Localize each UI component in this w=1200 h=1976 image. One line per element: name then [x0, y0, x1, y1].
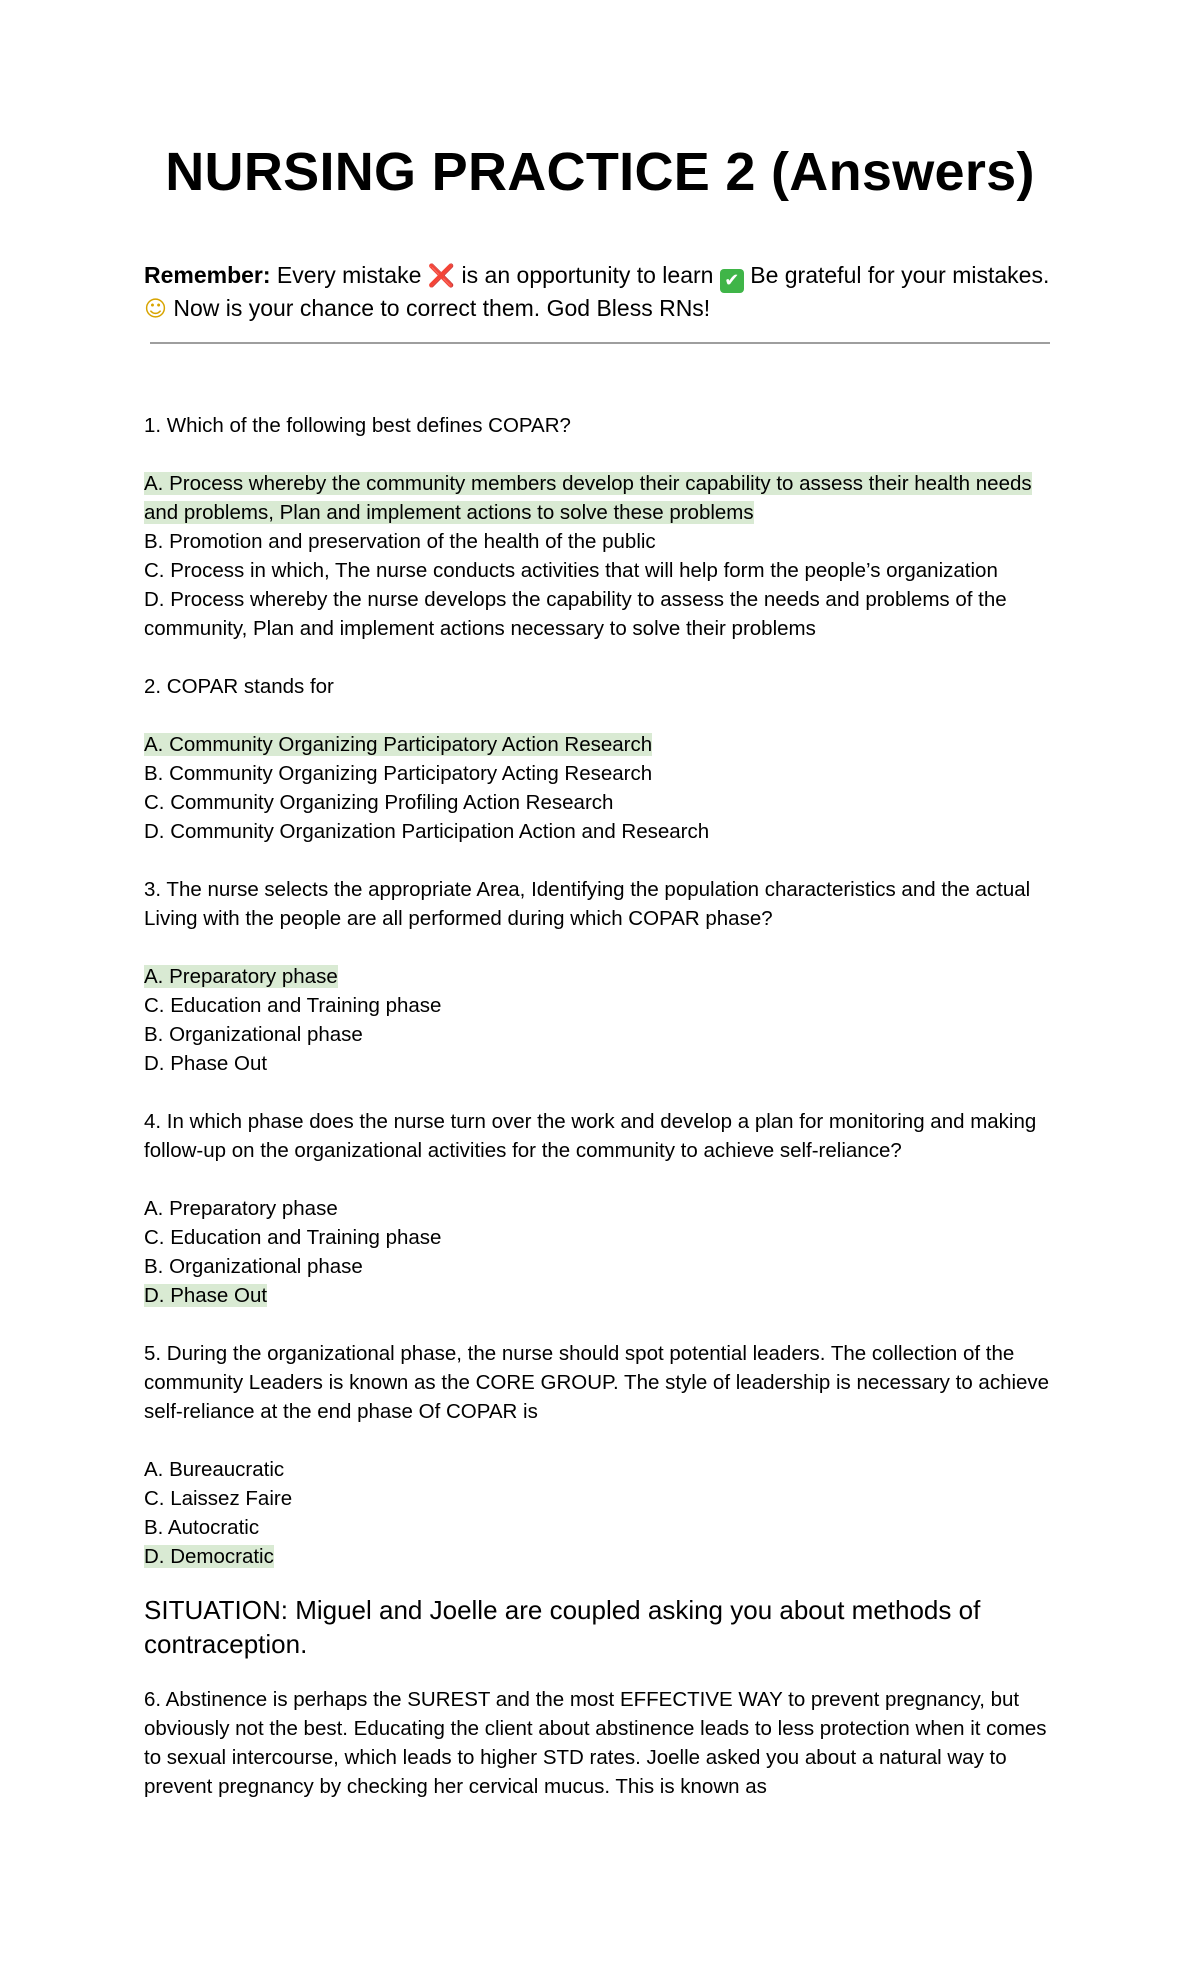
remember-text-2: is an opportunity to learn	[455, 262, 720, 288]
remember-text-4: Now is your chance to correct them. God Bless RNs!	[166, 295, 711, 321]
cross-mark-icon: ❌	[427, 264, 456, 289]
question-text: 3. The nurse selects the appropriate Area, Identifying the population characteristics and the actual Living with the people are all performed during which COPAR phase?	[144, 878, 1031, 930]
option-a	[144, 962, 1056, 991]
correct-answer-highlight: D. Democratic	[144, 1545, 274, 1568]
question-text: 4. In which phase does the nurse turn over the work and develop a plan for monitoring and making follow-up on the organizational activities for the community to achieve self-reliance?	[144, 1110, 1037, 1162]
option-c: C. Community Organizing Profiling Action Research	[144, 791, 614, 814]
answer-options	[144, 1194, 1056, 1310]
question-2	[144, 672, 1056, 846]
correct-answer-highlight: A. Preparatory phase	[144, 965, 338, 988]
answer-options	[144, 1455, 1056, 1571]
correct-answer-highlight: A. Process whereby the community members develop their capability to assess their health needs and problems, Plan and implement actions to solve these problems	[144, 472, 1032, 524]
remember-text-1: Every mistake	[270, 262, 428, 288]
option-d: D. Phase Out	[144, 1052, 268, 1075]
option-b: B. Organizational phase	[144, 1255, 363, 1278]
question-text: 5. During the organizational phase, the nurse should spot potential leaders. The collection of the community Leaders is known as the CORE GROUP. The style of leadership is necessary to achieve self-reliance at the end phase Of COPAR is	[144, 1342, 1050, 1423]
option-a	[144, 730, 1056, 759]
option-b: B. Promotion and preservation of the health of the public	[144, 530, 656, 553]
situation-heading: SITUATION: Miguel and Joelle are coupled asking you about methods of contraception.	[144, 1595, 981, 1659]
page-title: NURSING PRACTICE 2 (Answers)	[165, 142, 1035, 202]
option-d	[144, 1281, 1056, 1310]
option-b: B. Organizational phase	[144, 1023, 363, 1046]
option-b: B. Autocratic	[144, 1516, 260, 1539]
remember-label: Remember:	[144, 262, 271, 288]
option-c: C. Education and Training phase	[144, 994, 442, 1017]
question-text: 6. Abstinence is perhaps the SUREST and the most EFFECTIVE WAY to prevent pregnancy, but obviously not the best. Educating the client about abstinence leads to less protection when it comes to sexual intercourse, which leads to higher STD rates. Joelle asked you about a natural way to prevent pregnancy by checking her cervical mucus. This is known as	[144, 1688, 1047, 1798]
option-a	[144, 469, 1056, 527]
question-1	[144, 411, 1056, 643]
question-3	[144, 875, 1056, 1078]
divider	[150, 342, 1050, 344]
option-d	[144, 1542, 1056, 1571]
answer-options	[144, 730, 1056, 846]
option-c: C. Education and Training phase	[144, 1226, 442, 1249]
question-5	[144, 1339, 1056, 1571]
question-4	[144, 1107, 1056, 1310]
answer-options	[144, 469, 1056, 643]
question-text: 1. Which of the following best defines COPAR?	[144, 414, 571, 437]
option-c: C. Process in which, The nurse conducts activities that will help form the people’s organization	[144, 559, 998, 582]
remember-text-3: Be grateful for your mistakes.	[743, 262, 1050, 288]
option-d: D. Process whereby the nurse develops the capability to assess the needs and problems of the community, Plan and implement actions necessary to solve their problems	[144, 588, 1007, 640]
correct-answer-highlight: A. Community Organizing Participatory Action Research	[144, 733, 653, 756]
smiley-face-icon: ☺	[144, 297, 167, 322]
check-mark-icon: ✔	[720, 269, 744, 293]
question-text: 2. COPAR stands for	[144, 675, 334, 698]
question-6	[144, 1685, 1056, 1801]
option-b: B. Community Organizing Participatory Acting Research	[144, 762, 653, 785]
remember-note	[144, 260, 1056, 325]
option-a: A. Preparatory phase	[144, 1197, 338, 1220]
question-list	[144, 411, 1056, 1801]
answer-options	[144, 962, 1056, 1078]
option-a: A. Bureaucratic	[144, 1458, 285, 1481]
option-d: D. Community Organization Participation Action and Research	[144, 820, 710, 843]
option-c: C. Laissez Faire	[144, 1487, 293, 1510]
correct-answer-highlight: D. Phase Out	[144, 1284, 268, 1307]
